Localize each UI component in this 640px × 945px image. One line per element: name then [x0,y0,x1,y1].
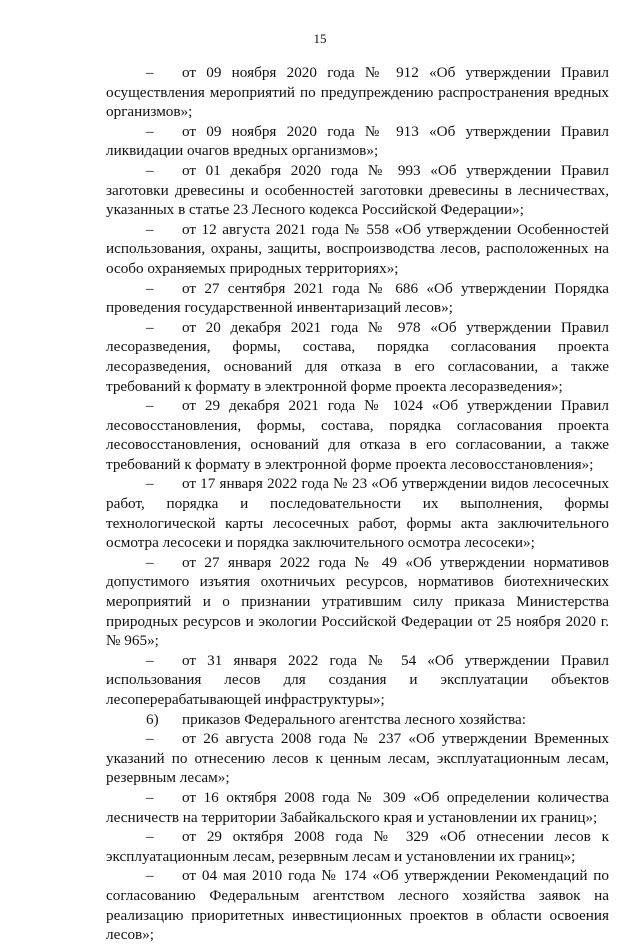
list-item-text: от 01 декабря 2020 года № 993 «Об утверждении Правил заготовки древесины и особенностей заготовки древесины в лесничествах, указанных в статье 23 Лесного кодекса Российской Федерации»; [106,161,609,219]
list-item [106,279,609,318]
list-marker: – [146,475,154,493]
list-item [106,220,609,279]
list-marker: – [146,64,154,81]
list-marker: – [146,828,154,846]
list-item [106,553,609,651]
list-item [106,474,609,552]
list-marker: – [146,161,154,179]
section-heading [106,710,609,730]
list-marker: – [146,279,154,297]
list-marker: – [146,397,154,415]
list-item-text: от 29 декабря 2021 года № 1024 «Об утверждении Правил лесовосстановления, формы, состава, порядка согласования проекта лесовосстановления, оснований для отказа в его согласовании, а также требований к формату в электронной форме проекта лесовосстановления»; [106,397,609,473]
list-item [106,729,609,788]
list-marker: – [146,867,154,885]
list-item-text: от 26 августа 2008 года № 237 «Об утверждении Временных указаний по отнесению лесов к ценным лесам, эксплуатационным лесам, резервным лесам»; [106,730,609,787]
list-item [106,827,609,866]
list-item [106,122,609,161]
list-marker: – [146,788,154,806]
list-item-text: от 09 ноября 2020 года № 913 «Об утверждении Правил ликвидации очагов вредных организмов»; [106,122,609,160]
list-item-text: от 09 ноября 2020 года № 912 «Об утверждении Правил осуществления мероприятий по предупреждению распространения вредных организмов»; [106,64,609,121]
list-item [106,396,609,474]
list-item-text: от 16 октября 2008 года № 309 «Об определении количества лесничеств на территории Забайкальского края и установлении их границ»; [106,788,609,826]
list-marker: – [146,220,154,238]
list-marker: – [146,122,154,140]
list-item-text: от 29 октября 2008 года № 329 «Об отнесении лесов к эксплуатационным лесам, резервным лесам и установлении их границ»; [106,828,609,865]
list-item-text: от 17 января 2022 года № 23 «Об утверждении видов лесосечных работ, порядка и последовательности их выполнения, формы технологической карты лесосечных работ, формы акта заключительного осмотра лесосеки и порядка заключительного осмотра лесосеки»; [106,475,609,552]
list-item [106,161,609,220]
list-item [106,63,609,122]
list-item-text: от 27 сентября 2021 года № 686 «Об утверждении Порядка проведения государственной инвентаризаций лесов»; [106,279,609,317]
list-item-text: от 12 августа 2021 года № 558 «Об утверждении Особенностей использования, охраны, защиты, воспроизводства лесов, расположенных на особо охраняемых природных территориях»; [106,220,609,277]
list-item [106,788,609,827]
list-marker: – [146,730,154,748]
section-text: приказов Федерального агентства лесного хозяйства: [182,710,526,728]
list-item [106,651,609,710]
list-item-text: от 20 декабря 2021 года № 978 «Об утверждении Правил лесоразведения, формы, состава, порядка согласования проекта лесоразведения, оснований для отказа в его согласовании, а также требований к формату в электронной форме проекта лесоразведения»; [106,318,609,395]
page-number: 15 [313,31,327,46]
list-item-text: от 04 мая 2010 года № 174 «Об утверждении Рекомендаций по согласованию Федеральным агентством лесного хозяйства заявок на реализацию приоритетных инвестиционных проектов в области освоения лесов»; [106,867,609,944]
list-item-text: от 31 января 2022 года № 54 «Об утверждении Правил использования лесов для создания и эксплуатации объектов лесоперерабатывающей инфраструктуры»; [106,651,609,708]
list-marker: – [146,318,154,336]
document-body [106,63,609,945]
list-item [106,318,609,396]
list-marker: – [146,651,154,669]
section-number: 6) [146,710,159,728]
list-item-text: от 27 января 2022 года № 49 «Об утверждении нормативов допустимого изъятия охотничьих ресурсов, нормативов биотехнических мероприятий и о признании утратившим силу приказа Министерства природных ресурсов и экологии Российской Федерации от 25 ноября 2020 г. № 965»; [106,553,609,650]
list-marker: – [146,553,154,571]
list-item [106,866,609,944]
